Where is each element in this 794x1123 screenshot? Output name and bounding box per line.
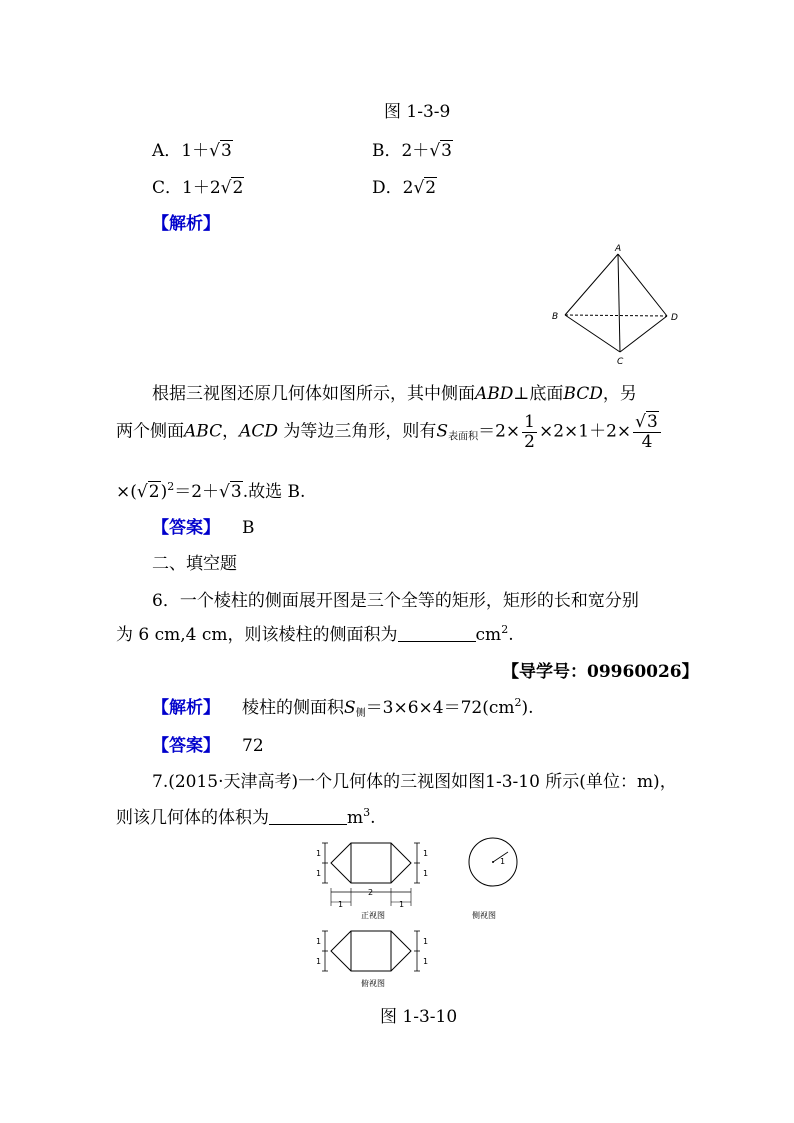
text: 则该几何体的体积为 <box>116 808 269 828</box>
face-bcd: BCD <box>563 384 603 404</box>
face-abd: ABD <box>475 384 514 404</box>
edge-ad <box>618 254 667 316</box>
front-view-label: 正视图 <box>361 911 385 920</box>
edge-cd <box>620 316 667 352</box>
answer-tag: 【答案】 <box>152 736 220 756</box>
text: ＝2＋ <box>174 482 220 502</box>
text: .故选 B. <box>242 482 306 502</box>
dim-label: 1 <box>316 849 322 858</box>
analysis-tag: 【解析】 <box>152 214 220 234</box>
edge-bc <box>565 315 620 352</box>
text: 为 6 cm,4 cm，则该棱柱的侧面积为 <box>116 625 398 645</box>
q6-line1: 6．一个棱柱的侧面展开图是三个全等的矩形，矩形的长和宽分别 <box>152 591 639 611</box>
option-c-radicand: 2 <box>232 178 244 198</box>
dim-label: 1 <box>338 900 344 909</box>
denominator: 4 <box>641 431 653 452</box>
text: ，另 <box>602 384 637 404</box>
vertex-d-label: D <box>671 313 678 323</box>
text: . <box>370 808 376 828</box>
text: ， <box>222 421 240 442</box>
q6-line2 <box>116 620 514 645</box>
sqrt-symbol: √3 <box>209 141 232 161</box>
text: ). <box>521 698 534 718</box>
dim-label: 1 <box>316 869 322 878</box>
text: 棱柱的侧面积 <box>242 698 344 718</box>
area-symbol: S <box>344 698 356 718</box>
dim-label: 1 <box>423 937 429 946</box>
q7-line1: 7.(2015·天津高考)一个几何体的三视图如图1-3-10 所示(单位：m)， <box>152 772 677 792</box>
option-c <box>152 173 244 198</box>
front-view-outline <box>331 843 411 883</box>
q6-analysis-row <box>152 693 534 719</box>
option-b-label: B．2＋ <box>372 141 430 161</box>
dim-label: 1 <box>423 957 429 966</box>
text: ⊥底面 <box>513 384 564 404</box>
text: ) <box>160 482 168 502</box>
side-view-label: 侧视图 <box>472 911 496 920</box>
sqrt-symbol: √3 <box>635 412 658 432</box>
dim-label: 1 <box>399 900 405 909</box>
radicand: 3 <box>647 412 658 432</box>
surface-area-symbol: S <box>436 421 449 442</box>
face-abc: ABC <box>184 421 223 442</box>
text: ＝3×6×4＝72(cm <box>365 698 515 718</box>
figure-caption: 图 1-3-10 <box>380 1007 458 1027</box>
side-view <box>469 838 517 920</box>
text: ＝2× <box>478 421 521 442</box>
numerator: 1 <box>524 412 535 432</box>
answer-blank <box>398 625 476 642</box>
exponent: 2 <box>167 480 175 493</box>
numerator <box>633 413 661 433</box>
q5-explanation-line3 <box>116 477 305 502</box>
front-view <box>316 843 428 920</box>
dim-label: 1 <box>423 849 429 858</box>
text: ×2×1＋2× <box>538 421 632 442</box>
top-view <box>316 931 428 988</box>
figure-caption: 图 1-3-9 <box>384 102 451 122</box>
option-a-label: A．1＋ <box>152 141 210 161</box>
dim-label: 2 <box>368 888 374 897</box>
option-a-radicand: 3 <box>220 141 232 161</box>
tetrahedron-figure <box>545 240 685 370</box>
analysis-tag: 【解析】 <box>152 698 220 718</box>
option-c-label: C．1＋2 <box>152 178 221 198</box>
radius-label: 1 <box>500 857 506 866</box>
area-subscript: 侧 <box>355 708 366 719</box>
q5-explanation-line1 <box>152 379 637 404</box>
sqrt-symbol: √2 <box>136 482 160 502</box>
sqrt-symbol: √3 <box>219 482 242 502</box>
sqrt-symbol: √2 <box>413 178 437 198</box>
exponent: 3 <box>363 806 371 819</box>
q5-answer-row <box>152 513 255 538</box>
face-acd: ACD <box>239 421 279 442</box>
section-title: 二、填空题 <box>152 554 237 574</box>
exponent: 2 <box>514 696 522 709</box>
dim-label: 1 <box>316 957 322 966</box>
fraction-sqrt3-over-4 <box>633 413 661 451</box>
option-d-label: D．2 <box>372 178 414 198</box>
sqrt-symbol: √3 <box>429 141 452 161</box>
option-d-radicand: 2 <box>425 178 437 198</box>
dim-label: 1 <box>316 937 322 946</box>
guide-number: 【导学号：09960026】 <box>502 662 699 682</box>
q6-answer-row <box>152 731 264 756</box>
text: . <box>508 625 514 645</box>
unit: m <box>347 808 364 828</box>
vertex-a-label: A <box>615 244 622 254</box>
edge-bd-hidden <box>565 315 667 316</box>
text: ×( <box>116 482 137 502</box>
exponent: 2 <box>501 623 509 636</box>
answer-tag: 【答案】 <box>152 518 220 538</box>
q7-line2 <box>116 803 376 828</box>
text: 为等边三角形，则有 <box>278 421 437 442</box>
denominator: 2 <box>524 431 535 452</box>
text: 两个侧面 <box>116 421 184 442</box>
fraction-one-half <box>522 413 537 451</box>
option-b-radicand: 3 <box>441 141 452 161</box>
q5-explanation-line2 <box>116 413 663 451</box>
surface-area-subscript: 表面积 <box>448 431 479 443</box>
top-view-label: 俯视图 <box>361 979 385 988</box>
sqrt-symbol: √2 <box>220 178 244 198</box>
option-b <box>372 136 453 161</box>
answer-value: 72 <box>242 736 264 756</box>
option-a <box>152 136 233 161</box>
dim-label: 1 <box>423 869 429 878</box>
unit: cm <box>475 625 502 645</box>
three-views-figure <box>305 836 545 994</box>
top-view-outline <box>331 931 411 971</box>
vertex-b-label: B <box>552 312 559 322</box>
edge-ac <box>618 254 620 352</box>
answer-blank <box>269 808 347 825</box>
radicand: 2 <box>148 482 160 502</box>
vertex-c-label: C <box>617 357 624 367</box>
text: 根据三视图还原几何体如图所示，其中侧面 <box>152 384 475 404</box>
answer-value: B <box>242 518 255 538</box>
radicand: 3 <box>230 482 242 502</box>
edge-ab <box>565 254 618 315</box>
option-d <box>372 173 437 198</box>
